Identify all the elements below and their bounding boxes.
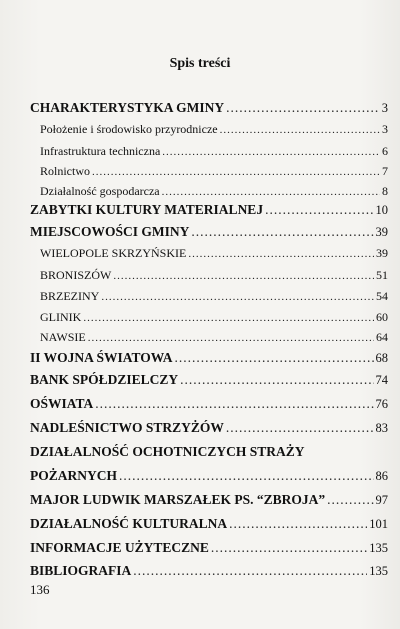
dot-leader (95, 396, 373, 412)
toc-entry (30, 468, 388, 484)
toc-entry-title: Infrastruktura techniczna (40, 144, 161, 158)
dot-leader (119, 468, 374, 484)
dot-leader (92, 166, 380, 178)
toc-entry-title: WIELOPOLE SKRZYŃSKIE (40, 246, 187, 260)
toc-entry-page: 3 (381, 101, 388, 115)
dot-leader (101, 291, 374, 303)
toc-entry-page: 10 (375, 203, 388, 217)
dot-leader (83, 312, 374, 324)
dot-leader (229, 516, 367, 532)
toc-subentry (40, 164, 388, 179)
toc-entry (30, 224, 388, 240)
dot-leader (211, 540, 367, 556)
toc-entry-title-line1: DZIAŁALNOŚĆ OCHOTNICZYCH STRAŻY (30, 444, 305, 459)
toc-entry-page: 7 (382, 164, 388, 178)
toc-entry-page: 6 (382, 144, 388, 158)
dot-leader (180, 372, 373, 388)
toc-entry-title: CHARAKTERYSTYKA GMINY (30, 100, 225, 115)
toc-entry (30, 516, 388, 532)
dot-leader (220, 124, 380, 136)
dot-leader (162, 186, 380, 198)
toc-subentry (40, 144, 388, 159)
toc-subentry (40, 122, 388, 137)
dot-leader (133, 563, 367, 579)
toc-subentry (40, 330, 388, 345)
toc-entry-page: 83 (375, 421, 388, 435)
dot-leader (327, 492, 373, 508)
toc-entry (30, 540, 388, 556)
toc-entry-page: 74 (375, 373, 388, 387)
toc-entry-title-line2: POŻARNYCH (30, 468, 117, 483)
toc-entry-title: Położenie i środowisko przyrodnicze (40, 122, 218, 136)
toc-entry (30, 420, 388, 436)
dot-leader (113, 270, 374, 282)
toc-entry-page: 135 (369, 564, 388, 578)
toc-entry-page: 86 (375, 469, 388, 483)
toc-subentry (40, 246, 388, 261)
dot-leader (226, 420, 374, 436)
toc-entry-page: 97 (375, 493, 388, 507)
toc-entry (30, 100, 388, 116)
table-of-contents (30, 0, 388, 629)
toc-entry (30, 492, 388, 508)
toc-entry (30, 350, 388, 366)
toc-subentry (40, 268, 388, 283)
toc-entry-title: MAJOR LUDWIK MARSZAŁEK PS. “ZBROJA” (30, 492, 326, 507)
toc-entry-title: BRZEZINY (40, 289, 100, 303)
toc-entry-title: GLINIK (40, 310, 82, 324)
toc-entry (30, 563, 388, 579)
toc-entry (30, 202, 388, 218)
toc-entry-page: 3 (382, 122, 388, 136)
dot-leader (188, 248, 374, 260)
dot-leader (226, 100, 380, 116)
dot-leader (175, 350, 374, 366)
toc-entry-page: 60 (376, 310, 388, 324)
toc-subentry (40, 310, 388, 325)
toc-entry-title: INFORMACJE UŻYTECZNE (30, 540, 209, 555)
dot-leader (162, 146, 380, 158)
toc-entry-page: 68 (375, 351, 388, 365)
toc-entry-title: NAWSIE (40, 330, 86, 344)
toc-entry-title: BRONISZÓW (40, 268, 112, 282)
toc-entry (30, 396, 388, 412)
toc-subentry (40, 289, 388, 304)
toc-entry-page: 39 (376, 246, 388, 260)
dot-leader (191, 224, 373, 240)
dot-leader (88, 332, 374, 344)
toc-subentry (40, 184, 388, 199)
dot-leader (265, 202, 373, 218)
toc-entry-title: Rolnictwo (40, 164, 90, 178)
toc-entry-title: BANK SPÓŁDZIELCZY (30, 372, 179, 387)
toc-entry-page: 39 (375, 225, 388, 239)
toc-entry (30, 372, 388, 388)
toc-entry-title: BIBLIOGRAFIA (30, 563, 132, 578)
toc-entry-page: 101 (369, 517, 388, 531)
toc-entry-title: MIEJSCOWOŚCI GMINY (30, 224, 190, 239)
toc-entry-page: 51 (376, 268, 388, 282)
toc-entry-title: NADLEŚNICTWO STRZYŻÓW (30, 420, 224, 435)
toc-entry-page: 135 (369, 541, 388, 555)
toc-entry-page: 64 (376, 330, 388, 344)
toc-entry-page: 76 (375, 397, 388, 411)
toc-entry-page: 54 (376, 289, 388, 303)
page-title: Spis treści (169, 56, 231, 71)
toc-entry-title: II WOJNA ŚWIATOWA (30, 350, 173, 365)
toc-entry-page: 8 (382, 184, 388, 198)
toc-entry-title: DZIAŁALNOŚĆ KULTURALNA (30, 516, 228, 531)
toc-entry-title: ZABYTKI KULTURY MATERIALNEJ (30, 202, 264, 217)
toc-entry-title: OŚWIATA (30, 396, 94, 411)
toc-entry-title: Działalność gospodarcza (40, 184, 160, 198)
page-number: 136 (30, 582, 50, 597)
